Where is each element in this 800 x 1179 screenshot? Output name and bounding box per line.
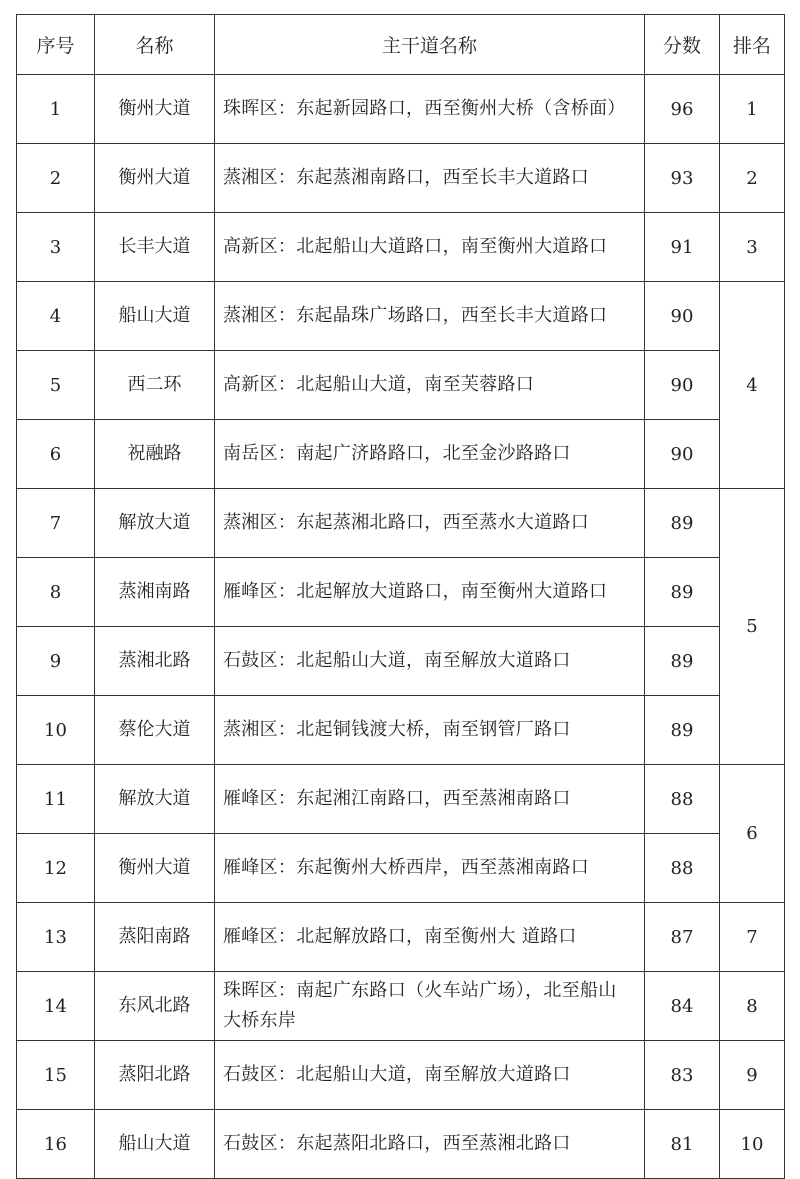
table-row: [17, 144, 785, 213]
row-seq: 9: [17, 627, 95, 696]
row-seq: 3: [17, 213, 95, 282]
row-score: 84: [645, 972, 720, 1041]
row-name: 东风北路: [95, 972, 215, 1041]
row-road: 珠晖区：东起新园路口，西至衡州大桥（含桥面）: [215, 75, 645, 144]
row-road: 高新区：北起船山大道，南至芙蓉路口: [215, 351, 645, 420]
header-name: 名称: [95, 15, 215, 75]
table-row: [17, 558, 785, 627]
row-seq: 2: [17, 144, 95, 213]
row-road: 蒸湘区：东起晶珠广场路口，西至长丰大道路口: [215, 282, 645, 351]
row-name: 船山大道: [95, 282, 215, 351]
table-row: [17, 420, 785, 489]
row-seq: 4: [17, 282, 95, 351]
row-score: 90: [645, 282, 720, 351]
row-name: 解放大道: [95, 765, 215, 834]
table-row: [17, 75, 785, 144]
row-road: 珠晖区：南起广东路口（火车站广场），北至船山大桥东岸: [215, 972, 645, 1041]
row-seq: 12: [17, 834, 95, 903]
row-score: 81: [645, 1110, 720, 1179]
row-seq: 14: [17, 972, 95, 1041]
row-road: 高新区：北起船山大道路口，南至衡州大道路口: [215, 213, 645, 282]
row-seq: 13: [17, 903, 95, 972]
row-seq: 1: [17, 75, 95, 144]
row-score: 88: [645, 834, 720, 903]
row-score: 83: [645, 1041, 720, 1110]
row-rank: 8: [720, 972, 785, 1041]
table-row: [17, 696, 785, 765]
row-rank: 4: [720, 282, 785, 489]
row-name: 蒸湘南路: [95, 558, 215, 627]
row-road: 雁峰区：北起解放路口，南至衡州大 道路口: [215, 903, 645, 972]
table-row: [17, 765, 785, 834]
row-seq: 16: [17, 1110, 95, 1179]
row-road: 石鼓区：北起船山大道，南至解放大道路口: [215, 627, 645, 696]
row-name: 船山大道: [95, 1110, 215, 1179]
row-name: 衡州大道: [95, 834, 215, 903]
row-seq: 5: [17, 351, 95, 420]
row-name: 祝融路: [95, 420, 215, 489]
table-row: [17, 282, 785, 351]
row-score: 91: [645, 213, 720, 282]
row-rank: 10: [720, 1110, 785, 1179]
row-score: 89: [645, 696, 720, 765]
row-road: 蒸湘区：东起蒸湘南路口，西至长丰大道路口: [215, 144, 645, 213]
row-score: 89: [645, 627, 720, 696]
row-road: 蒸湘区：北起铜钱渡大桥，南至钢管厂路口: [215, 696, 645, 765]
row-score: 93: [645, 144, 720, 213]
table-row: [17, 627, 785, 696]
row-road: 雁峰区：东起湘江南路口，西至蒸湘南路口: [215, 765, 645, 834]
header-seq: 序号: [17, 15, 95, 75]
row-seq: 15: [17, 1041, 95, 1110]
row-name: 解放大道: [95, 489, 215, 558]
row-road: 南岳区：南起广济路路口，北至金沙路路口: [215, 420, 645, 489]
row-score: 90: [645, 420, 720, 489]
table-row: [17, 489, 785, 558]
table-row: [17, 351, 785, 420]
row-rank: 9: [720, 1041, 785, 1110]
row-name: 长丰大道: [95, 213, 215, 282]
table-row: [17, 1110, 785, 1179]
header-road: 主干道名称: [215, 15, 645, 75]
row-name: 蒸湘北路: [95, 627, 215, 696]
row-rank: 7: [720, 903, 785, 972]
row-score: 89: [645, 558, 720, 627]
row-name: 蔡伦大道: [95, 696, 215, 765]
row-seq: 8: [17, 558, 95, 627]
row-score: 88: [645, 765, 720, 834]
table-row: [17, 903, 785, 972]
table-row: [17, 972, 785, 1041]
row-name: 西二环: [95, 351, 215, 420]
row-name: 蒸阳北路: [95, 1041, 215, 1110]
row-seq: 11: [17, 765, 95, 834]
header-rank: 排名: [720, 15, 785, 75]
row-name: 衡州大道: [95, 75, 215, 144]
ranking-table: [16, 14, 785, 1179]
row-rank: 2: [720, 144, 785, 213]
row-rank: 5: [720, 489, 785, 765]
row-score: 89: [645, 489, 720, 558]
table-row: [17, 834, 785, 903]
row-rank: 3: [720, 213, 785, 282]
row-seq: 7: [17, 489, 95, 558]
row-rank: 6: [720, 765, 785, 903]
row-road: 蒸湘区：东起蒸湘北路口，西至蒸水大道路口: [215, 489, 645, 558]
row-road: 雁峰区：北起解放大道路口，南至衡州大道路口: [215, 558, 645, 627]
row-rank: 1: [720, 75, 785, 144]
row-seq: 6: [17, 420, 95, 489]
table-row: [17, 1041, 785, 1110]
row-road: 雁峰区：东起衡州大桥西岸，西至蒸湘南路口: [215, 834, 645, 903]
row-name: 蒸阳南路: [95, 903, 215, 972]
header-score: 分数: [645, 15, 720, 75]
table-row: [17, 213, 785, 282]
row-road: 石鼓区：东起蒸阳北路口，西至蒸湘北路口: [215, 1110, 645, 1179]
row-score: 96: [645, 75, 720, 144]
row-score: 90: [645, 351, 720, 420]
row-road: 石鼓区：北起船山大道，南至解放大道路口: [215, 1041, 645, 1110]
header-row: [17, 15, 785, 75]
row-name: 衡州大道: [95, 144, 215, 213]
row-score: 87: [645, 903, 720, 972]
row-seq: 10: [17, 696, 95, 765]
